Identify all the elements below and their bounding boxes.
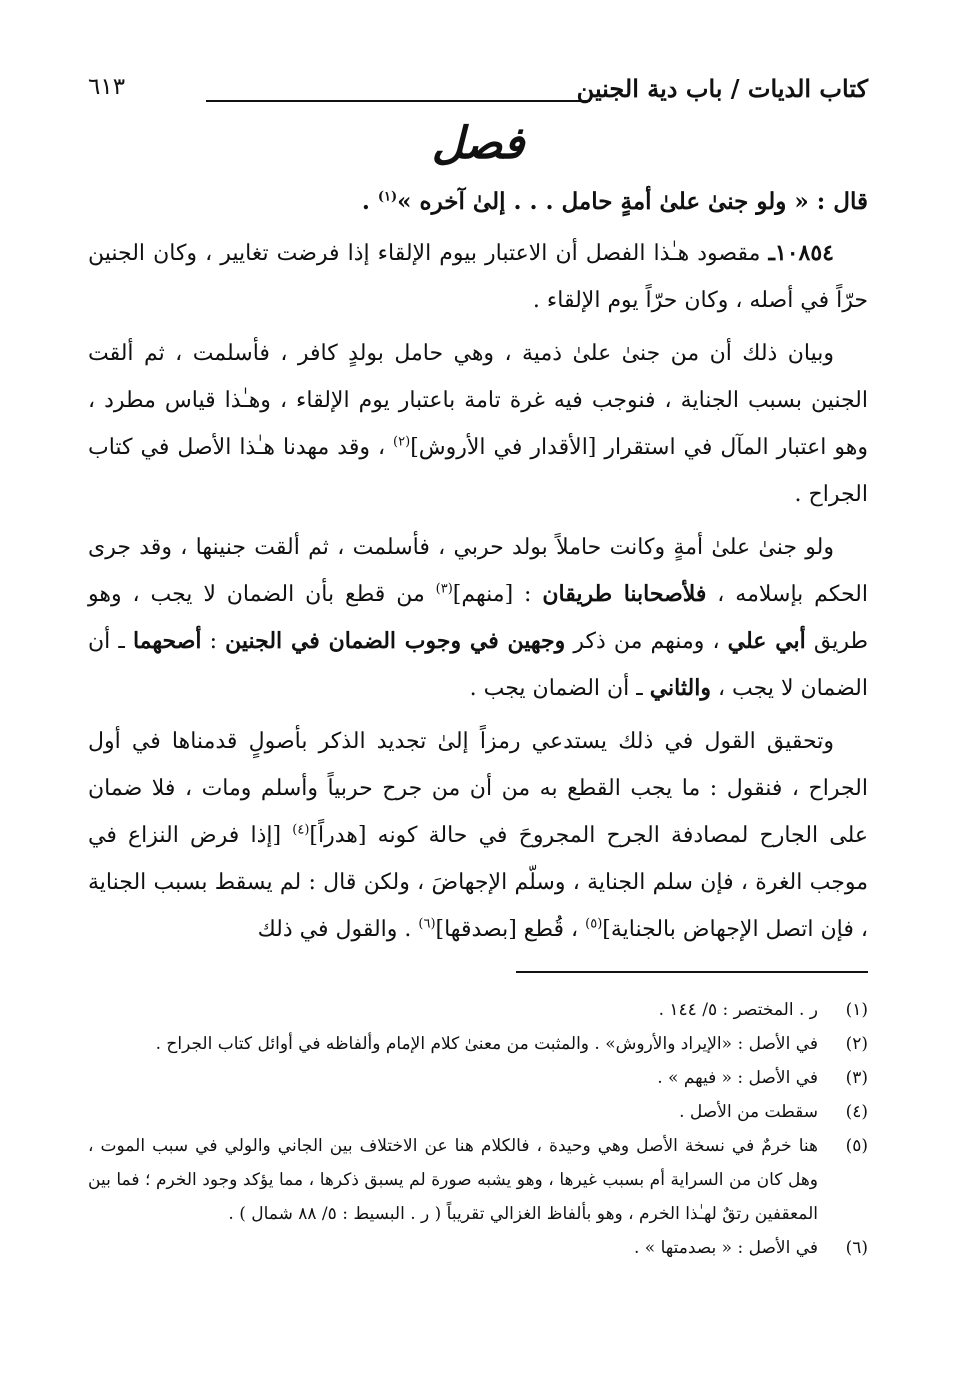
paragraph-text: ـ أن الضمان لا يجب ، — [88, 629, 868, 701]
paragraph-text: ولو جنىٰ علىٰ أمةٍ وكانت حاملاً بولد حربي ، فأسلمت ، ثم ألقت جنينها ، وقد جرى الحكم بإسلامه ، — [88, 535, 868, 607]
paragraph-4 — [88, 718, 868, 953]
footnote-marker: (١) — [845, 1000, 868, 1020]
footnote-ref: (٢) — [393, 434, 411, 450]
paragraph-text: ، ومنهم من ذكر — [565, 629, 728, 654]
paragraph-text: وبيان ذلك أن من جنىٰ علىٰ ذمية ، وهي حامل بولدٍ كافر ، فأسلمت ، ثم ألقت الجنين بسبب الجناية ، فنوجب فيه غرة تامة باعتبار يوم الإلقاء ، وهـٰذا قياس مطرد ، وهو اعتبار المآل في استقرار [الأقدار في الأروش] — [88, 341, 868, 460]
qala-quote: « ولو جنىٰ علىٰ أمةٍ حامل . . . إلىٰ آخره » — [397, 188, 809, 215]
paragraph-number: ١٠٨٥٤ـ — [768, 240, 834, 266]
paragraph-1 — [88, 230, 868, 324]
footnote-text: هنا خرمٌ في نسخة الأصل وهي وحيدة ، فالكلام هنا عن الاختلاف بين الجاني والولي في سبب الموت ، وهل كان من السراية أم بسبب غيرها ، وهو يشبه صورة لم يسبق ذكرها ، مما يؤكد وجود الخرم ؛ فما بين المعقفين رتقٌ لهـٰذا الخرم ، وهو بألفاظ الغزالي تقريباً ( ر . البسيط : ٥/ ٨٨ شمال ) . — [88, 1136, 818, 1224]
running-header — [88, 62, 868, 112]
bold-phrase: أصحهما — [132, 628, 202, 654]
book-page — [88, 62, 868, 1265]
paragraph-text: : — [201, 629, 226, 654]
paragraph-2 — [88, 330, 868, 518]
paragraph-text: . والقول في ذلك — [257, 917, 419, 942]
main-text — [88, 230, 868, 953]
paragraph-text: ، قُطع [بصدقها] — [435, 917, 586, 942]
paragraph-text: ـ أن الضمان يجب . — [469, 676, 650, 701]
bold-phrase: وجهين في وجوب الضمان في الجنين — [225, 628, 566, 654]
footnote-ref: (١) — [377, 189, 398, 205]
bold-phrase: فلأصحابنا طريقان — [542, 581, 707, 607]
header-title: كتاب الديات / باب دية الجنين — [576, 74, 868, 103]
qala-label: قال : — [816, 188, 868, 215]
section-heading: فصل — [431, 118, 525, 169]
qala-end: . — [361, 188, 378, 215]
header-rule — [206, 100, 590, 102]
qala-line — [88, 182, 868, 222]
footnote-item — [88, 1027, 868, 1061]
footnote-text: في الأصل : « بصدمتها » . — [633, 1238, 818, 1258]
paragraph-text: وتحقيق القول في ذلك يستدعي رمزاً إلىٰ تجديد الذكر بأصولٍ قدمناها في أول الجراح ، فنقول : ما يجب القطع به من أن من جرح حربياً وأسلم ومات ، فلا ضمان على الجارح لمصادفة الجرح المجروحَ في حالة كونه [هدراً] — [88, 729, 868, 848]
footnote-item — [88, 993, 868, 1027]
footnote-item — [88, 1061, 868, 1095]
page-number: ٦١٣ — [88, 74, 126, 100]
paragraph-text: من قطع بأن الضمان لا يجب ، وهو طريق — [88, 582, 868, 654]
footnote-marker: (٢) — [845, 1034, 868, 1054]
footnote-item — [88, 1095, 868, 1129]
footnote-separator — [516, 971, 868, 973]
paragraph-text: ، وقد مهدنا هـٰذا الأصل في كتاب الجراح . — [88, 435, 868, 507]
footnote-marker: (٣) — [845, 1068, 868, 1088]
footnotes — [88, 993, 868, 1265]
footnote-text: سقطت من الأصل . — [679, 1102, 818, 1122]
footnote-text: ر . المختصر : ٥/ ١٤٤ . — [658, 1000, 818, 1020]
footnote-item — [88, 1231, 868, 1265]
footnote-ref: (٥) — [585, 916, 603, 932]
footnote-item — [88, 1129, 868, 1231]
footnote-ref: (٤) — [292, 822, 310, 838]
paragraph-text: [إذا فرض النزاع في موجب الغرة ، فإن سلم الجناية ، وسلّم الإجهاضَ ، ولكن قال : لم يسقط بسبب الجناية ، فإن اتصل الإجهاض بالجناية] — [88, 823, 868, 942]
footnote-marker: (٦) — [845, 1238, 868, 1258]
footnote-ref: (٦) — [418, 916, 436, 932]
footnote-ref: (٣) — [435, 581, 453, 597]
paragraph-3 — [88, 524, 868, 712]
paragraph-text: : [منهم] — [452, 582, 543, 607]
footnote-marker: (٤) — [845, 1102, 868, 1122]
footnote-marker: (٥) — [845, 1136, 868, 1156]
footnote-text: في الأصل : «الإيراد والأروش» . والمثبت من معنىٰ كلام الإمام وألفاظه في أوائل كتاب الجراح . — [155, 1034, 818, 1054]
bold-phrase: أبي علي — [727, 628, 806, 654]
footnote-text: في الأصل : « فيهم » . — [657, 1068, 818, 1088]
paragraph-text: مقصود هـٰذا الفصل أن الاعتبار بيوم الإلقاء إذا فرضت تغايير ، وكان الجنين حرّاً في أصله ، وكان حرّاً يوم الإلقاء . — [88, 241, 868, 313]
bold-phrase: والثاني — [649, 675, 711, 701]
